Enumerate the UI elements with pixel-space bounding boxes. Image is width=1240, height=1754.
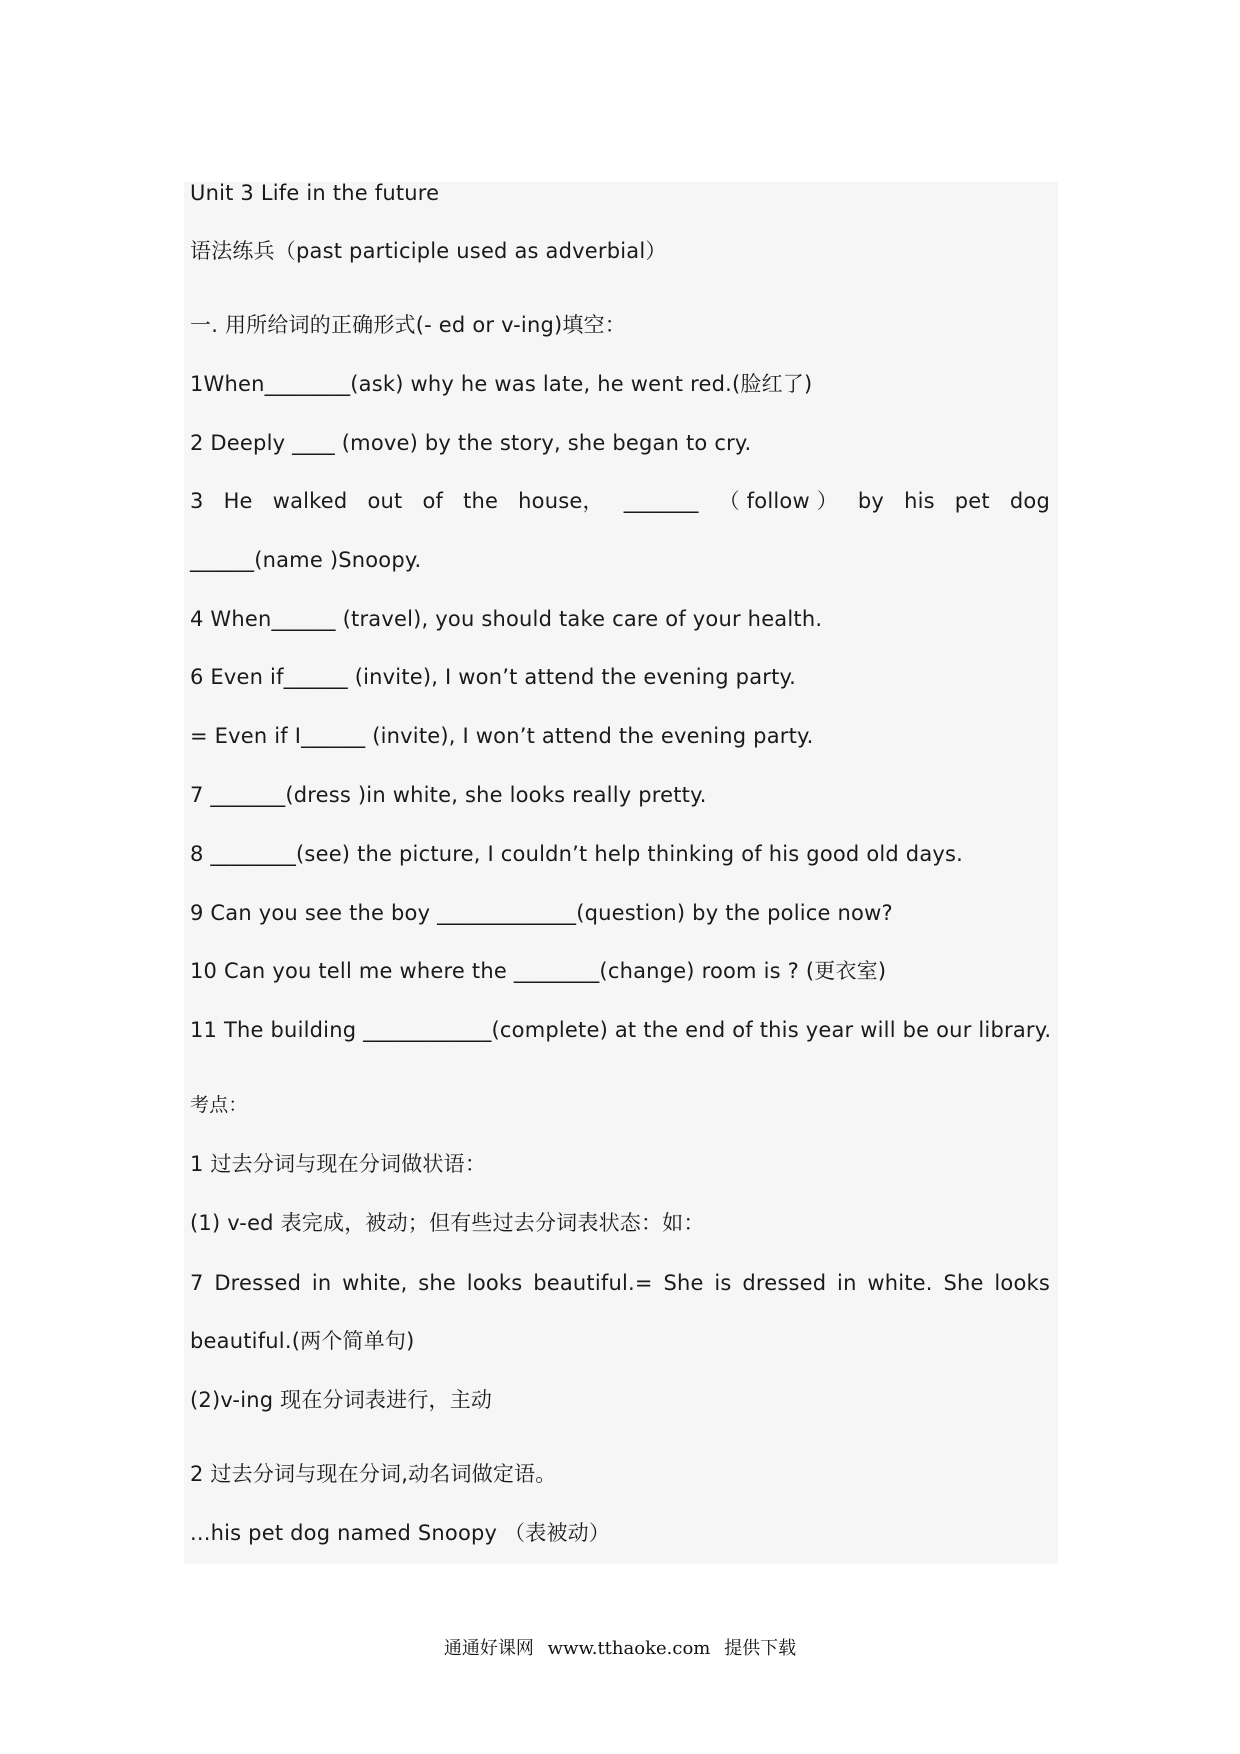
key-point-1b: (2)v-ing 现在分词表进行，主动 [190,1388,493,1412]
example-word: in [311,1271,332,1295]
q3-word: of [422,489,444,513]
example-word: 7 [190,1271,204,1295]
q3-word: 3 [190,489,204,513]
key-point-1: 1 过去分词与现在分词做状语： [190,1152,487,1176]
q3-word: He [223,489,253,513]
question-6: 6 Even if______ (invite), I won’t attend the evening party. [190,665,797,689]
question-3-continued: ______(name )Snoopy. [190,548,422,572]
q3-word: pet [954,489,990,513]
question-4: 4 When______ (travel), you should take care of your health. [190,607,823,631]
example-word: white, [342,1271,408,1295]
key-point-2-example: ...his pet dog named Snoopy （表被动） [190,1521,611,1545]
question-10: 10 Can you tell me where the ________(change) room is ? (更衣室) [190,959,887,983]
key-point-1a-example [190,1268,1050,1298]
q3-word: out [367,489,403,513]
page-footer [0,1636,1240,1662]
q3-blank: _______ [623,489,699,513]
example-word: is [714,1271,732,1295]
question-2: 2 Deeply ____ (move) by the story, she began to cry. [190,431,752,455]
key-point-2: 2 过去分词与现在分词,动名词做定语。 [190,1462,557,1486]
example-word: looks [466,1271,523,1295]
q3-word: （ follow ） [718,489,838,513]
footer-note: 提供下载 [724,1638,797,1659]
footer-site-name: 通通好课网 [443,1638,534,1659]
key-point-1a-example-continued: beautiful.(两个简单句) [190,1329,415,1353]
q3-word: dog [1009,489,1050,513]
question-6-alternative: = Even if I______ (invite), I won’t attend the evening party. [190,724,814,748]
example-word: Dressed [214,1271,302,1295]
question-1: 1When________(ask) why he was late, he went red.(脸红了) [190,372,813,396]
exercise-heading: 一. 用所给词的正确形式(- ed or v-ing)填空： [190,313,626,337]
question-7: 7 _______(dress )in white, she looks really pretty. [190,783,707,807]
question-11: 11 The building ____________(complete) at the end of this year will be our library. [190,1018,1052,1042]
question-9: 9 Can you see the boy _____________(question) by the police now? [190,901,893,925]
example-word: white. [867,1271,933,1295]
example-word: dressed [742,1271,827,1295]
example-word: She [663,1271,704,1295]
footer-url[interactable]: www.tthaoke.com [547,1638,711,1659]
example-word: She [943,1271,984,1295]
q3-word: by [857,489,885,513]
example-word: looks [994,1271,1050,1295]
page-subtitle: 语法练兵（past participle used as adverbial） [190,239,667,263]
example-word: in [837,1271,857,1295]
question-8: 8 ________(see) the picture, I couldn’t help thinking of his good old days. [190,842,964,866]
q3-word: the [463,489,499,513]
question-3 [190,486,1050,516]
q3-word: house， [518,489,604,513]
q3-word: walked [272,489,348,513]
q3-word: his [904,489,935,513]
key-point-1a: (1) v-ed 表完成，被动；但有些过去分词表状态：如： [190,1211,705,1235]
key-points-heading: 考点： [190,1094,248,1116]
example-word: beautiful.= [533,1271,653,1295]
page-title: Unit 3 Life in the future [190,181,440,205]
example-word: she [418,1271,457,1295]
